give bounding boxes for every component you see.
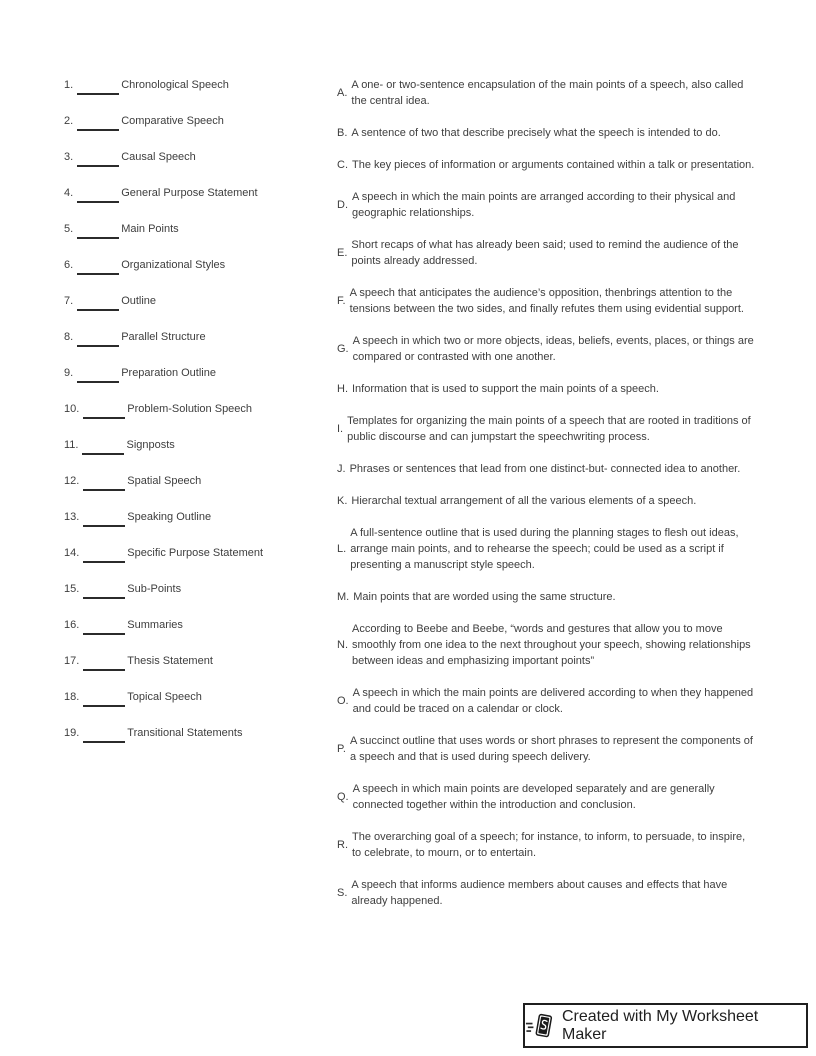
term-number: 1. [64,79,74,91]
term-number: 4. [64,187,74,199]
term-number: 5. [64,223,74,235]
worksheet-maker-badge[interactable] [523,1003,808,1048]
term-row [64,509,329,527]
definition-text: A speech in which the main points are arranged according to their physical and geographic relationships. [352,191,736,219]
definition-letter: H. [337,383,348,395]
definition-text: The overarching goal of a speech; for instance, to inform, to persuade, to inspire, to celebrate, to mourn, or to entertain. [352,831,746,859]
term-label: Parallel Structure [121,331,206,343]
answer-blank-line [83,669,125,671]
term-number: 2. [64,115,74,127]
term-row [64,617,329,635]
terms-column [64,77,329,761]
definition-row [337,685,757,717]
definitions-column [337,77,757,925]
term-number: 12. [64,475,80,487]
definition-text: A speech that anticipates the audience’s opposition, thenbrings attention to the tensions between the two sides, and finally refutes them using evidential support. [349,287,744,315]
answer-blank-line [83,705,125,707]
term-label: Preparation Outline [121,367,216,379]
definition-text: According to Beebe and Beebe, “words and gestures that allow you to move smoothly from one idea to the next throughout your speech, showing relationships between ideas and emphasizing important points” [352,623,751,667]
term-row [64,185,329,203]
definition-row [337,781,757,813]
answer-blank-line [83,633,125,635]
term-number: 6. [64,259,74,271]
definition-letter: L. [337,543,347,555]
definition-text: A speech in which the main points are delivered according to when they happened and could be traced on a calendar or clock. [352,687,754,715]
definition-row [337,333,757,365]
answer-blank-line [83,597,125,599]
definition-letter: G. [337,343,349,355]
term-label: Organizational Styles [121,259,226,271]
term-number: 17. [64,655,80,667]
term-number: 16. [64,619,80,631]
term-label: Outline [121,295,157,307]
answer-blank-line [77,165,119,167]
term-label: Causal Speech [121,151,196,163]
term-label: Problem-Solution Speech [127,403,253,415]
worksheet-maker-logo-icon [525,1011,555,1041]
badge-label: Created with My Worksheet Maker [562,1007,759,1043]
definition-row [337,733,757,765]
definition-letter: E. [337,247,348,259]
definition-text: Main points that are worded using the same structure. [353,591,616,603]
definition-row [337,877,757,909]
definition-letter: B. [337,127,348,139]
term-row [64,293,329,311]
definition-text: A full-sentence outline that is used during the planning stages to flesh out ideas, arrange main points, and to rehearse the speech; could be used as a script if presenting a manuscript style speech. [350,527,739,571]
term-row [64,149,329,167]
term-number: 9. [64,367,74,379]
term-label: Speaking Outline [127,511,212,523]
definition-row [337,237,757,269]
term-label: General Purpose Statement [121,187,258,199]
answer-blank-line [77,129,119,131]
term-row [64,401,329,419]
term-row [64,545,329,563]
definition-row [337,157,757,173]
definition-letter: O. [337,695,349,707]
answer-blank-line [77,345,119,347]
term-label: Chronological Speech [121,79,229,91]
definition-text: A succinct outline that uses words or short phrases to represent the components of a speech and that is used during speech delivery. [349,735,753,763]
definition-letter: M. [337,591,350,603]
term-row [64,365,329,383]
answer-blank-line [77,309,119,311]
term-row [64,581,329,599]
term-number: 19. [64,727,80,739]
definition-text: A one- or two-sentence encapsulation of the main points of a speech, also called the central idea. [351,79,744,107]
definition-text: Templates for organizing the main points of a speech that are rooted in traditions of public discourse and can jumpstart the speechwriting process. [347,415,751,443]
definition-letter: A. [337,87,348,99]
term-number: 10. [64,403,80,415]
answer-blank-line [77,273,119,275]
definition-row [337,589,757,605]
term-label: Thesis Statement [127,655,213,667]
definition-letter: F. [337,295,346,307]
definition-letter: Q. [337,791,349,803]
term-number: 7. [64,295,74,307]
term-row [64,725,329,743]
term-label: Specific Purpose Statement [127,547,264,559]
definition-row [337,461,757,477]
definition-text: The key pieces of information or arguments contained within a talk or presentation. [352,159,755,171]
definition-row [337,285,757,317]
definition-row [337,189,757,221]
answer-blank-line [83,489,125,491]
term-label: Summaries [127,619,183,631]
term-row [64,113,329,131]
definition-text: A speech in which two or more objects, ideas, beliefs, events, places, or things are compared or contrasted with one another. [352,335,754,363]
definition-letter: C. [337,159,348,171]
definition-text: Phrases or sentences that lead from one distinct-but- connected idea to another. [349,463,741,475]
definition-row [337,77,757,109]
definition-letter: D. [337,199,348,211]
definition-letter: S. [337,887,348,899]
definition-text: A speech in which main points are developed separately and are generally connected together within the introduction and conclusion. [352,783,715,811]
definition-row [337,381,757,397]
term-row [64,689,329,707]
term-number: 11. [64,439,79,451]
term-row [64,221,329,239]
term-label: Main Points [121,223,179,235]
term-row [64,77,329,95]
definition-letter: J. [337,463,346,475]
term-number: 3. [64,151,74,163]
term-label: Spatial Speech [127,475,202,487]
term-row [64,257,329,275]
definition-row [337,493,757,509]
term-label: Comparative Speech [121,115,224,127]
definition-row [337,829,757,861]
term-number: 18. [64,691,80,703]
term-number: 13. [64,511,80,523]
term-label: Topical Speech [127,691,202,703]
term-number: 14. [64,547,80,559]
term-label: Signposts [126,439,175,451]
term-number: 8. [64,331,74,343]
definition-row [337,621,757,669]
definition-text: Information that is used to support the main points of a speech. [352,383,659,395]
answer-blank-line [83,561,125,563]
definition-row [337,125,757,141]
definition-row [337,525,757,573]
definition-row [337,413,757,445]
definition-text: Hierarchal textual arrangement of all the various elements of a speech. [351,495,697,507]
term-row [64,329,329,347]
answer-blank-line [83,417,125,419]
term-row [64,653,329,671]
term-label: Transitional Statements [127,727,243,739]
term-row [64,437,329,455]
answer-blank-line [83,741,125,743]
definition-letter: K. [337,495,348,507]
definition-letter: I. [337,423,344,435]
term-label: Sub-Points [127,583,182,595]
term-row [64,473,329,491]
answer-blank-line [77,381,119,383]
answer-blank-line [77,237,119,239]
answer-blank-line [77,201,119,203]
definition-letter: R. [337,839,348,851]
answer-blank-line [83,525,125,527]
definition-text: A sentence of two that describe precisely what the speech is intended to do. [351,127,721,139]
definition-text: A speech that informs audience members about causes and effects that have already happened. [351,879,728,907]
answer-blank-line [82,453,124,455]
answer-blank-line [77,93,119,95]
definition-letter: N. [337,639,348,651]
term-number: 15. [64,583,80,595]
definition-text: Short recaps of what has already been said; used to remind the audience of the points already addressed. [351,239,739,267]
definition-letter: P. [337,743,346,755]
